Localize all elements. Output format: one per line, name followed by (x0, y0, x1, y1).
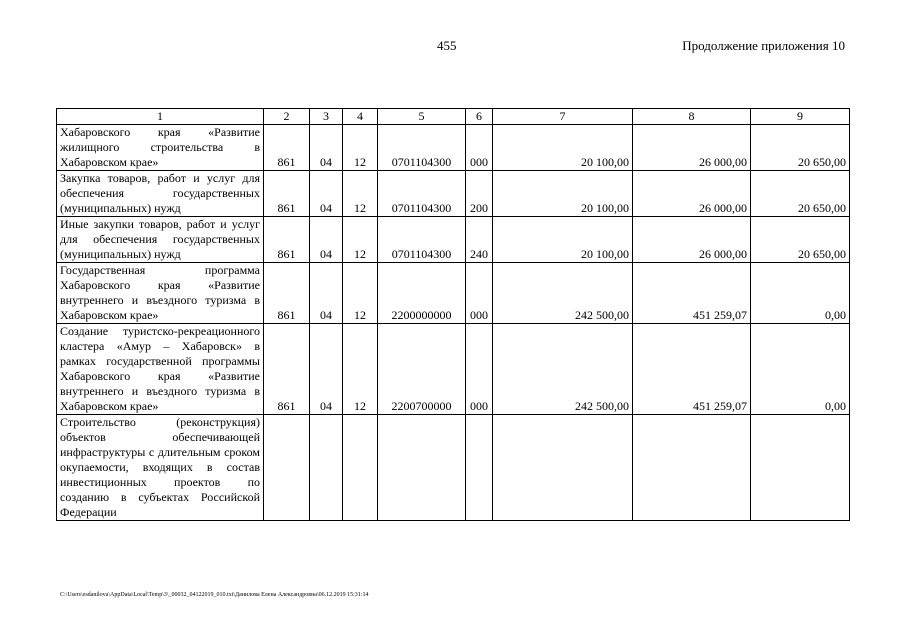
cell-amount-2: 451 259,07 (633, 324, 751, 415)
cell-ministry: 861 (264, 125, 310, 171)
cell-expense-type: 000 (466, 125, 493, 171)
col-header-1: 1 (57, 109, 264, 125)
cell-expense-type (466, 415, 493, 521)
col-header-3: 3 (310, 109, 343, 125)
cell-amount-1: 20 100,00 (493, 217, 633, 263)
cell-section: 04 (310, 217, 343, 263)
table-row (57, 217, 850, 263)
cell-amount-3: 0,00 (751, 263, 850, 324)
row-name: Хабаровского края «Развитие жилищного строительства в Хабаровском крае» (57, 125, 264, 171)
cell-ministry: 861 (264, 171, 310, 217)
header-row (57, 109, 850, 125)
row-name: Строительство (реконструкция) объектов обеспечивающей инфраструктуры с длительным сроком окупаемости, входящих в состав инвестиционных проектов по созданию в субъектах Российской Федерации (57, 415, 264, 521)
cell-ministry: 861 (264, 324, 310, 415)
cell-target-article: 0701104300 (378, 125, 466, 171)
cell-amount-3: 20 650,00 (751, 125, 850, 171)
row-name: Закупка товаров, работ и услуг для обеспечения государственных (муниципальных) нужд (57, 171, 264, 217)
cell-ministry: 861 (264, 217, 310, 263)
table-row (57, 324, 850, 415)
cell-amount-3: 20 650,00 (751, 171, 850, 217)
row-name: Государственная программа Хабаровского края «Развитие внутреннего и въездного туризма в Хабаровском крае» (57, 263, 264, 324)
cell-section: 04 (310, 171, 343, 217)
cell-amount-1: 242 500,00 (493, 324, 633, 415)
cell-ministry: 861 (264, 263, 310, 324)
cell-section: 04 (310, 263, 343, 324)
cell-amount-1 (493, 415, 633, 521)
table-row (57, 171, 850, 217)
cell-expense-type: 240 (466, 217, 493, 263)
cell-section (310, 415, 343, 521)
cell-expense-type: 000 (466, 324, 493, 415)
cell-subsection: 12 (343, 263, 378, 324)
cell-subsection: 12 (343, 171, 378, 217)
cell-amount-2: 26 000,00 (633, 171, 751, 217)
cell-amount-2: 26 000,00 (633, 125, 751, 171)
cell-ministry (264, 415, 310, 521)
cell-target-article: 2200000000 (378, 263, 466, 324)
cell-amount-1: 20 100,00 (493, 171, 633, 217)
cell-target-article: 0701104300 (378, 171, 466, 217)
continuation-title: Продолжение приложения 10 (682, 38, 845, 53)
row-name: Иные закупки товаров, работ и услуг для обеспечения государственных (муниципальных) нужд (57, 217, 264, 263)
cell-amount-3: 20 650,00 (751, 217, 850, 263)
cell-amount-1: 242 500,00 (493, 263, 633, 324)
col-header-7: 7 (493, 109, 633, 125)
page-number: 455 (437, 38, 457, 53)
col-header-2: 2 (264, 109, 310, 125)
cell-expense-type: 200 (466, 171, 493, 217)
cell-section: 04 (310, 324, 343, 415)
cell-target-article: 2200700000 (378, 324, 466, 415)
cell-amount-1: 20 100,00 (493, 125, 633, 171)
col-header-4: 4 (343, 109, 378, 125)
cell-subsection: 12 (343, 125, 378, 171)
cell-section: 04 (310, 125, 343, 171)
cell-amount-2 (633, 415, 751, 521)
table-row (57, 263, 850, 324)
cell-subsection (343, 415, 378, 521)
col-header-9: 9 (751, 109, 850, 125)
file-path-footer: C:\Users\esdanilova\AppData\Local\Temp\3\_00032_04122019_010.txt\Данилова Елена Александровна\06.12.2019 15:31:14 (60, 592, 369, 598)
cell-amount-2: 451 259,07 (633, 263, 751, 324)
table-row (57, 415, 850, 521)
cell-target-article: 0701104300 (378, 217, 466, 263)
cell-target-article (378, 415, 466, 521)
row-name: Создание туристско-рекреационного кластера «Амур – Хабаровск» в рамках государственной программы Хабаровского края «Развитие внутреннего и въездного туризма в Хабаровском крае» (57, 324, 264, 415)
table-row (57, 125, 850, 171)
budget-table (56, 108, 850, 521)
col-header-5: 5 (378, 109, 466, 125)
col-header-8: 8 (633, 109, 751, 125)
cell-amount-2: 26 000,00 (633, 217, 751, 263)
cell-expense-type: 000 (466, 263, 493, 324)
cell-amount-3 (751, 415, 850, 521)
cell-subsection: 12 (343, 217, 378, 263)
cell-subsection: 12 (343, 324, 378, 415)
col-header-6: 6 (466, 109, 493, 125)
cell-amount-3: 0,00 (751, 324, 850, 415)
